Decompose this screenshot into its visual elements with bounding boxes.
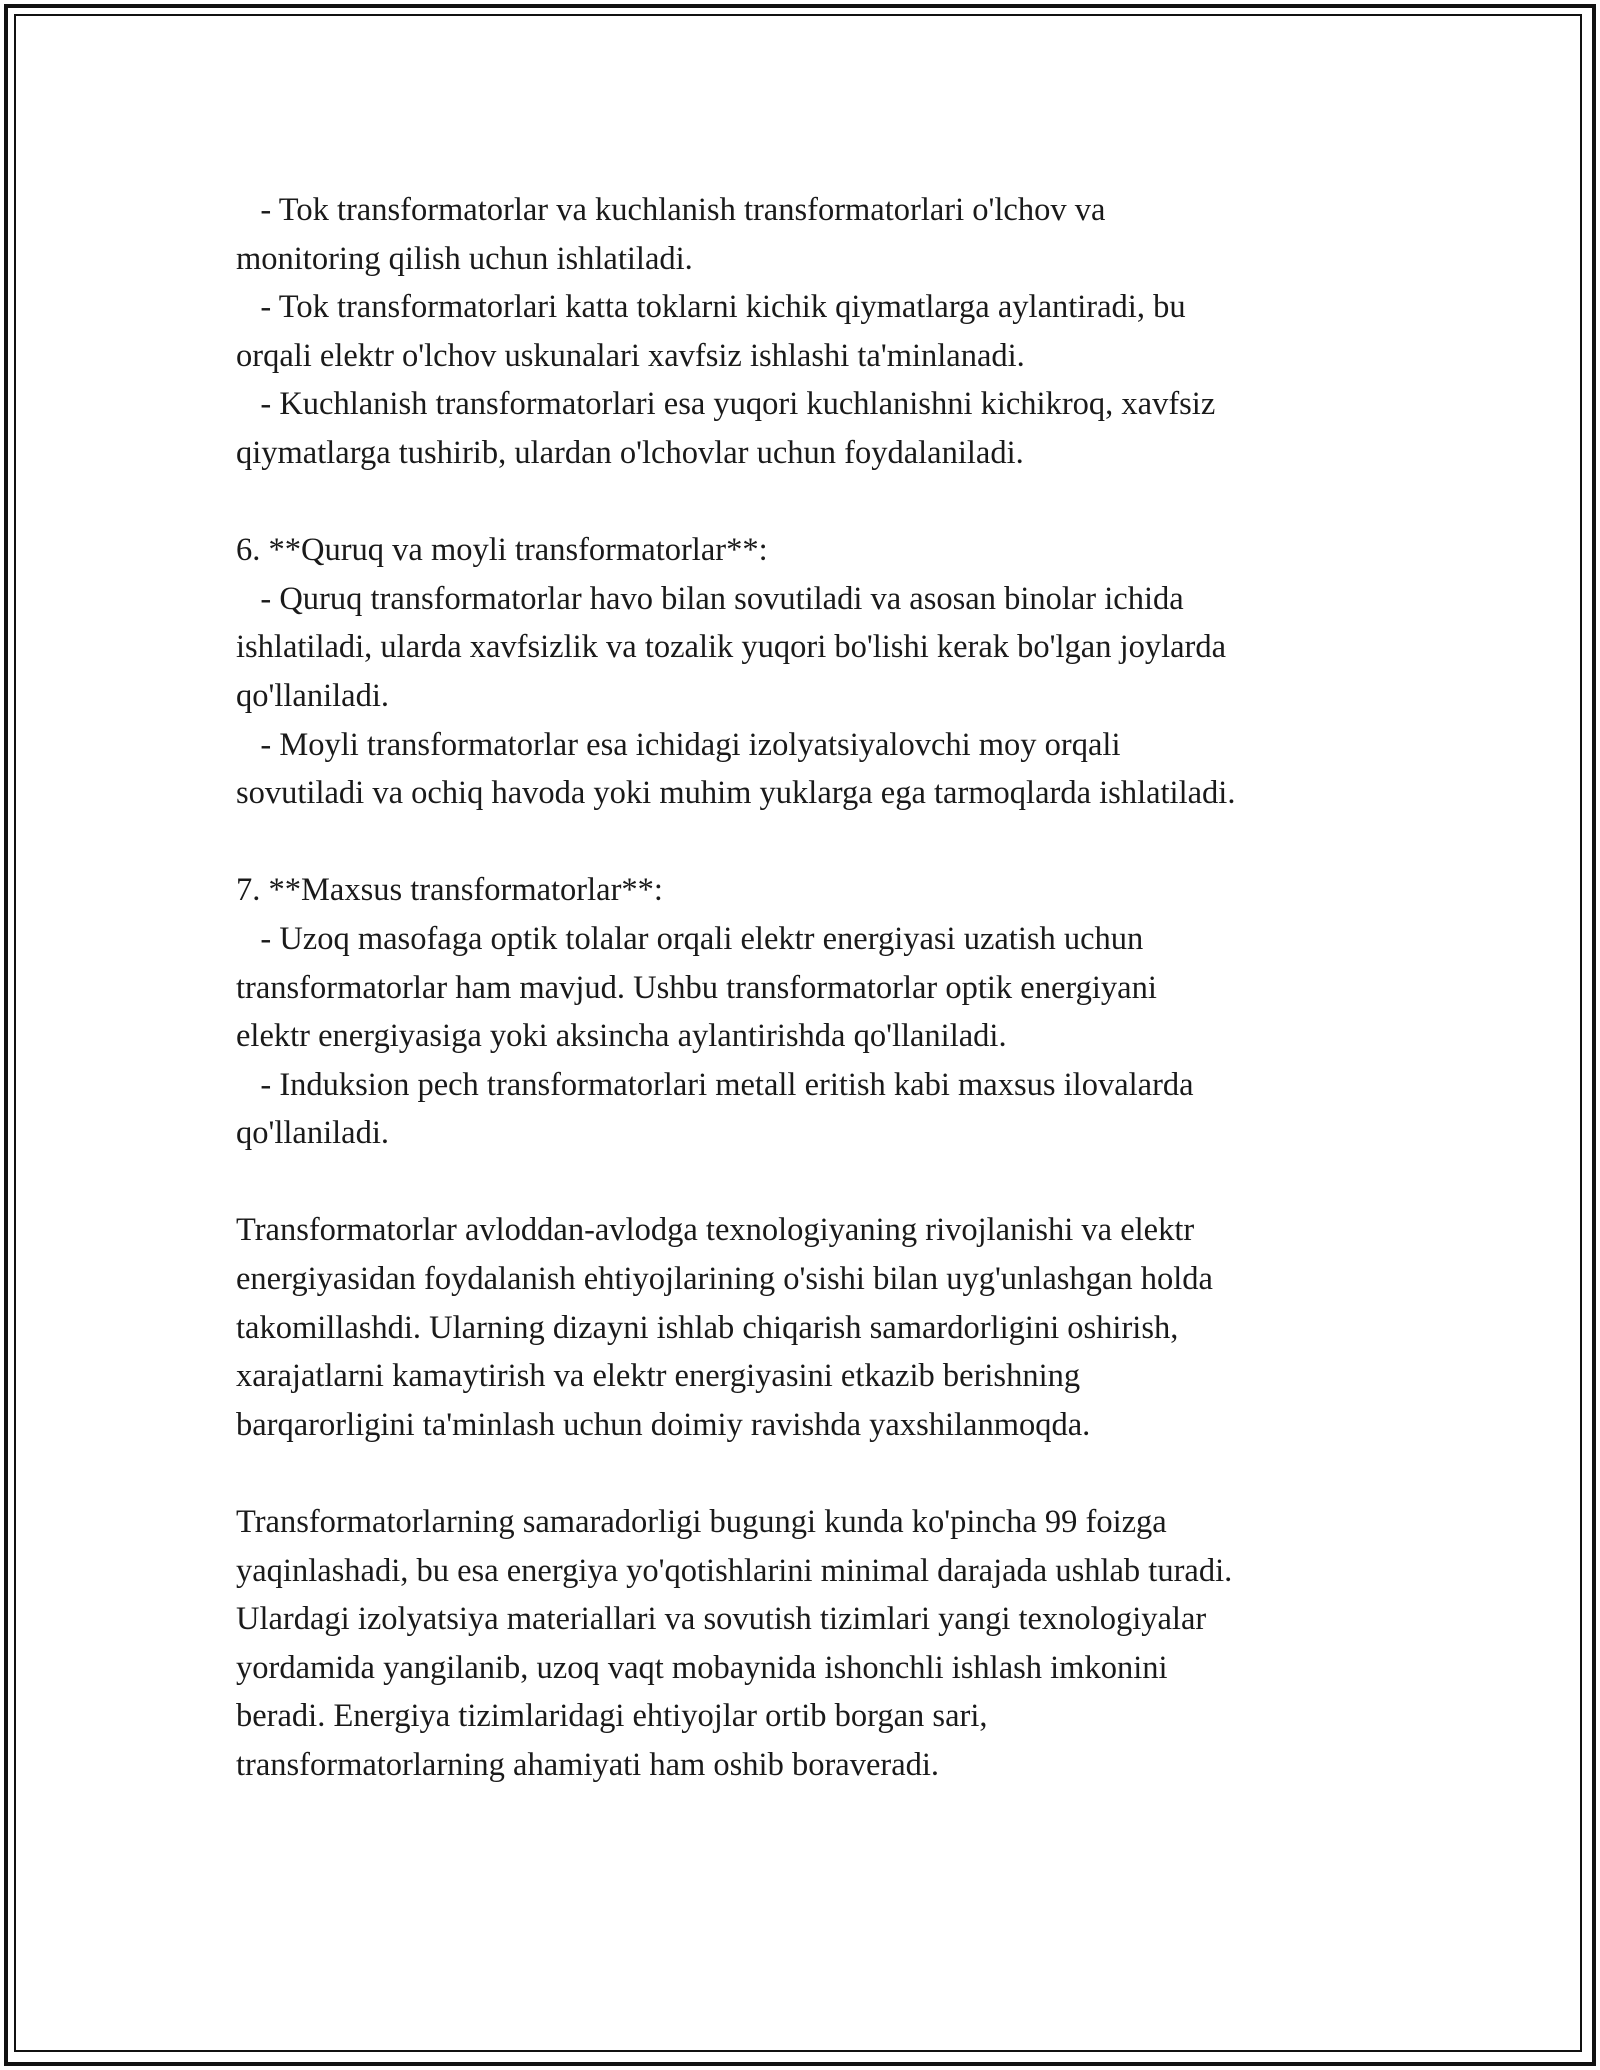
text-line: yordamida yangilanib, uzoq vaqt mobaynida ishonchli ishlash imkonini (236, 1649, 1168, 1686)
text-line: - Kuchlanish transformatorlari esa yuqori kuchlanishni kichikroq, xavfsiz (236, 386, 1216, 423)
text-line: Ulardagi izolyatsiya materiallari va sovutish tizimlari yangi texnologiyalar (236, 1601, 1207, 1638)
text-line: ishlatiladi, ularda xavfsizlik va tozalik yuqori bo'lishi kerak bo'lgan joylarda (236, 629, 1227, 666)
paragraph-special-transformers (236, 866, 1386, 1158)
text-line: yaqinlashadi, bu esa energiya yo'qotishlarini minimal darajada ushlab turadi. (236, 1552, 1233, 1589)
text-line: 7. **Maxsus transformatorlar**: (236, 872, 663, 909)
text-line: 6. **Quruq va moyli transformatorlar**: (236, 532, 768, 569)
text-line: - Tok transformatorlari katta toklarni kichik qiymatlarga aylantiradi, bu (236, 289, 1186, 326)
paragraph-evolution (236, 1206, 1386, 1449)
text-line: - Induksion pech transformatorlari metall eritish kabi maxsus ilovalarda (236, 1066, 1194, 1103)
text-line: sovutiladi va ochiq havoda yoki muhim yuklarga ega tarmoqlarda ishlatiladi. (236, 775, 1236, 812)
text-line: Transformatorlar avloddan-avlodga texnologiyaning rivojlanishi va elektr (236, 1212, 1195, 1249)
document-body (236, 186, 1386, 1838)
text-line: Transformatorlarning samaradorligi bugungi kunda ko'pincha 99 foizga (236, 1504, 1167, 1541)
paragraph-measurement-transformers (236, 186, 1386, 478)
text-line: qo'llaniladi. (236, 677, 389, 714)
paragraph-dry-and-oil-transformers (236, 526, 1386, 818)
text-line: elektr energiyasiga yoki aksincha aylantirishda qo'llaniladi. (236, 1018, 1007, 1055)
text-line: monitoring qilish uchun ishlatiladi. (236, 240, 693, 277)
text-line: - Moyli transformatorlar esa ichidagi izolyatsiyalovchi moy orqali (236, 726, 1121, 763)
text-line: barqarorligini ta'minlash uchun doimiy ravishda yaxshilanmoqda. (236, 1406, 1091, 1443)
text-line: - Uzoq masofaga optik tolalar orqali elektr energiyasi uzatish uchun (236, 920, 1144, 957)
text-line: transformatorlar ham mavjud. Ushbu transformatorlar optik energiyani (236, 969, 1157, 1006)
text-line: beradi. Energiya tizimlaridagi ehtiyojlar ortib borgan sari, (236, 1698, 988, 1735)
text-line: qo'llaniladi. (236, 1115, 389, 1152)
paragraph-efficiency (236, 1498, 1386, 1790)
text-line: xarajatlarni kamaytirish va elektr energiyasini etkazib berishning (236, 1358, 1081, 1395)
text-line: takomillashdi. Ularning dizayni ishlab chiqarish samardorligini oshirish, (236, 1309, 1179, 1346)
text-line: orqali elektr o'lchov uskunalari xavfsiz ishlashi ta'minlanadi. (236, 337, 1025, 374)
text-line: - Quruq transformatorlar havo bilan sovutiladi va asosan binolar ichida (236, 580, 1184, 617)
text-line: energiyasidan foydalanish ehtiyojlarining o'sishi bilan uyg'unlashgan holda (236, 1261, 1213, 1298)
text-line: - Tok transformatorlar va kuchlanish transformatorlari o'lchov va (236, 192, 1106, 228)
text-line: transformatorlarning ahamiyati ham oshib boraveradi. (236, 1747, 940, 1783)
text-line: qiymatlarga tushirib, ulardan o'lchovlar uchun foydalaniladi. (236, 434, 1024, 471)
